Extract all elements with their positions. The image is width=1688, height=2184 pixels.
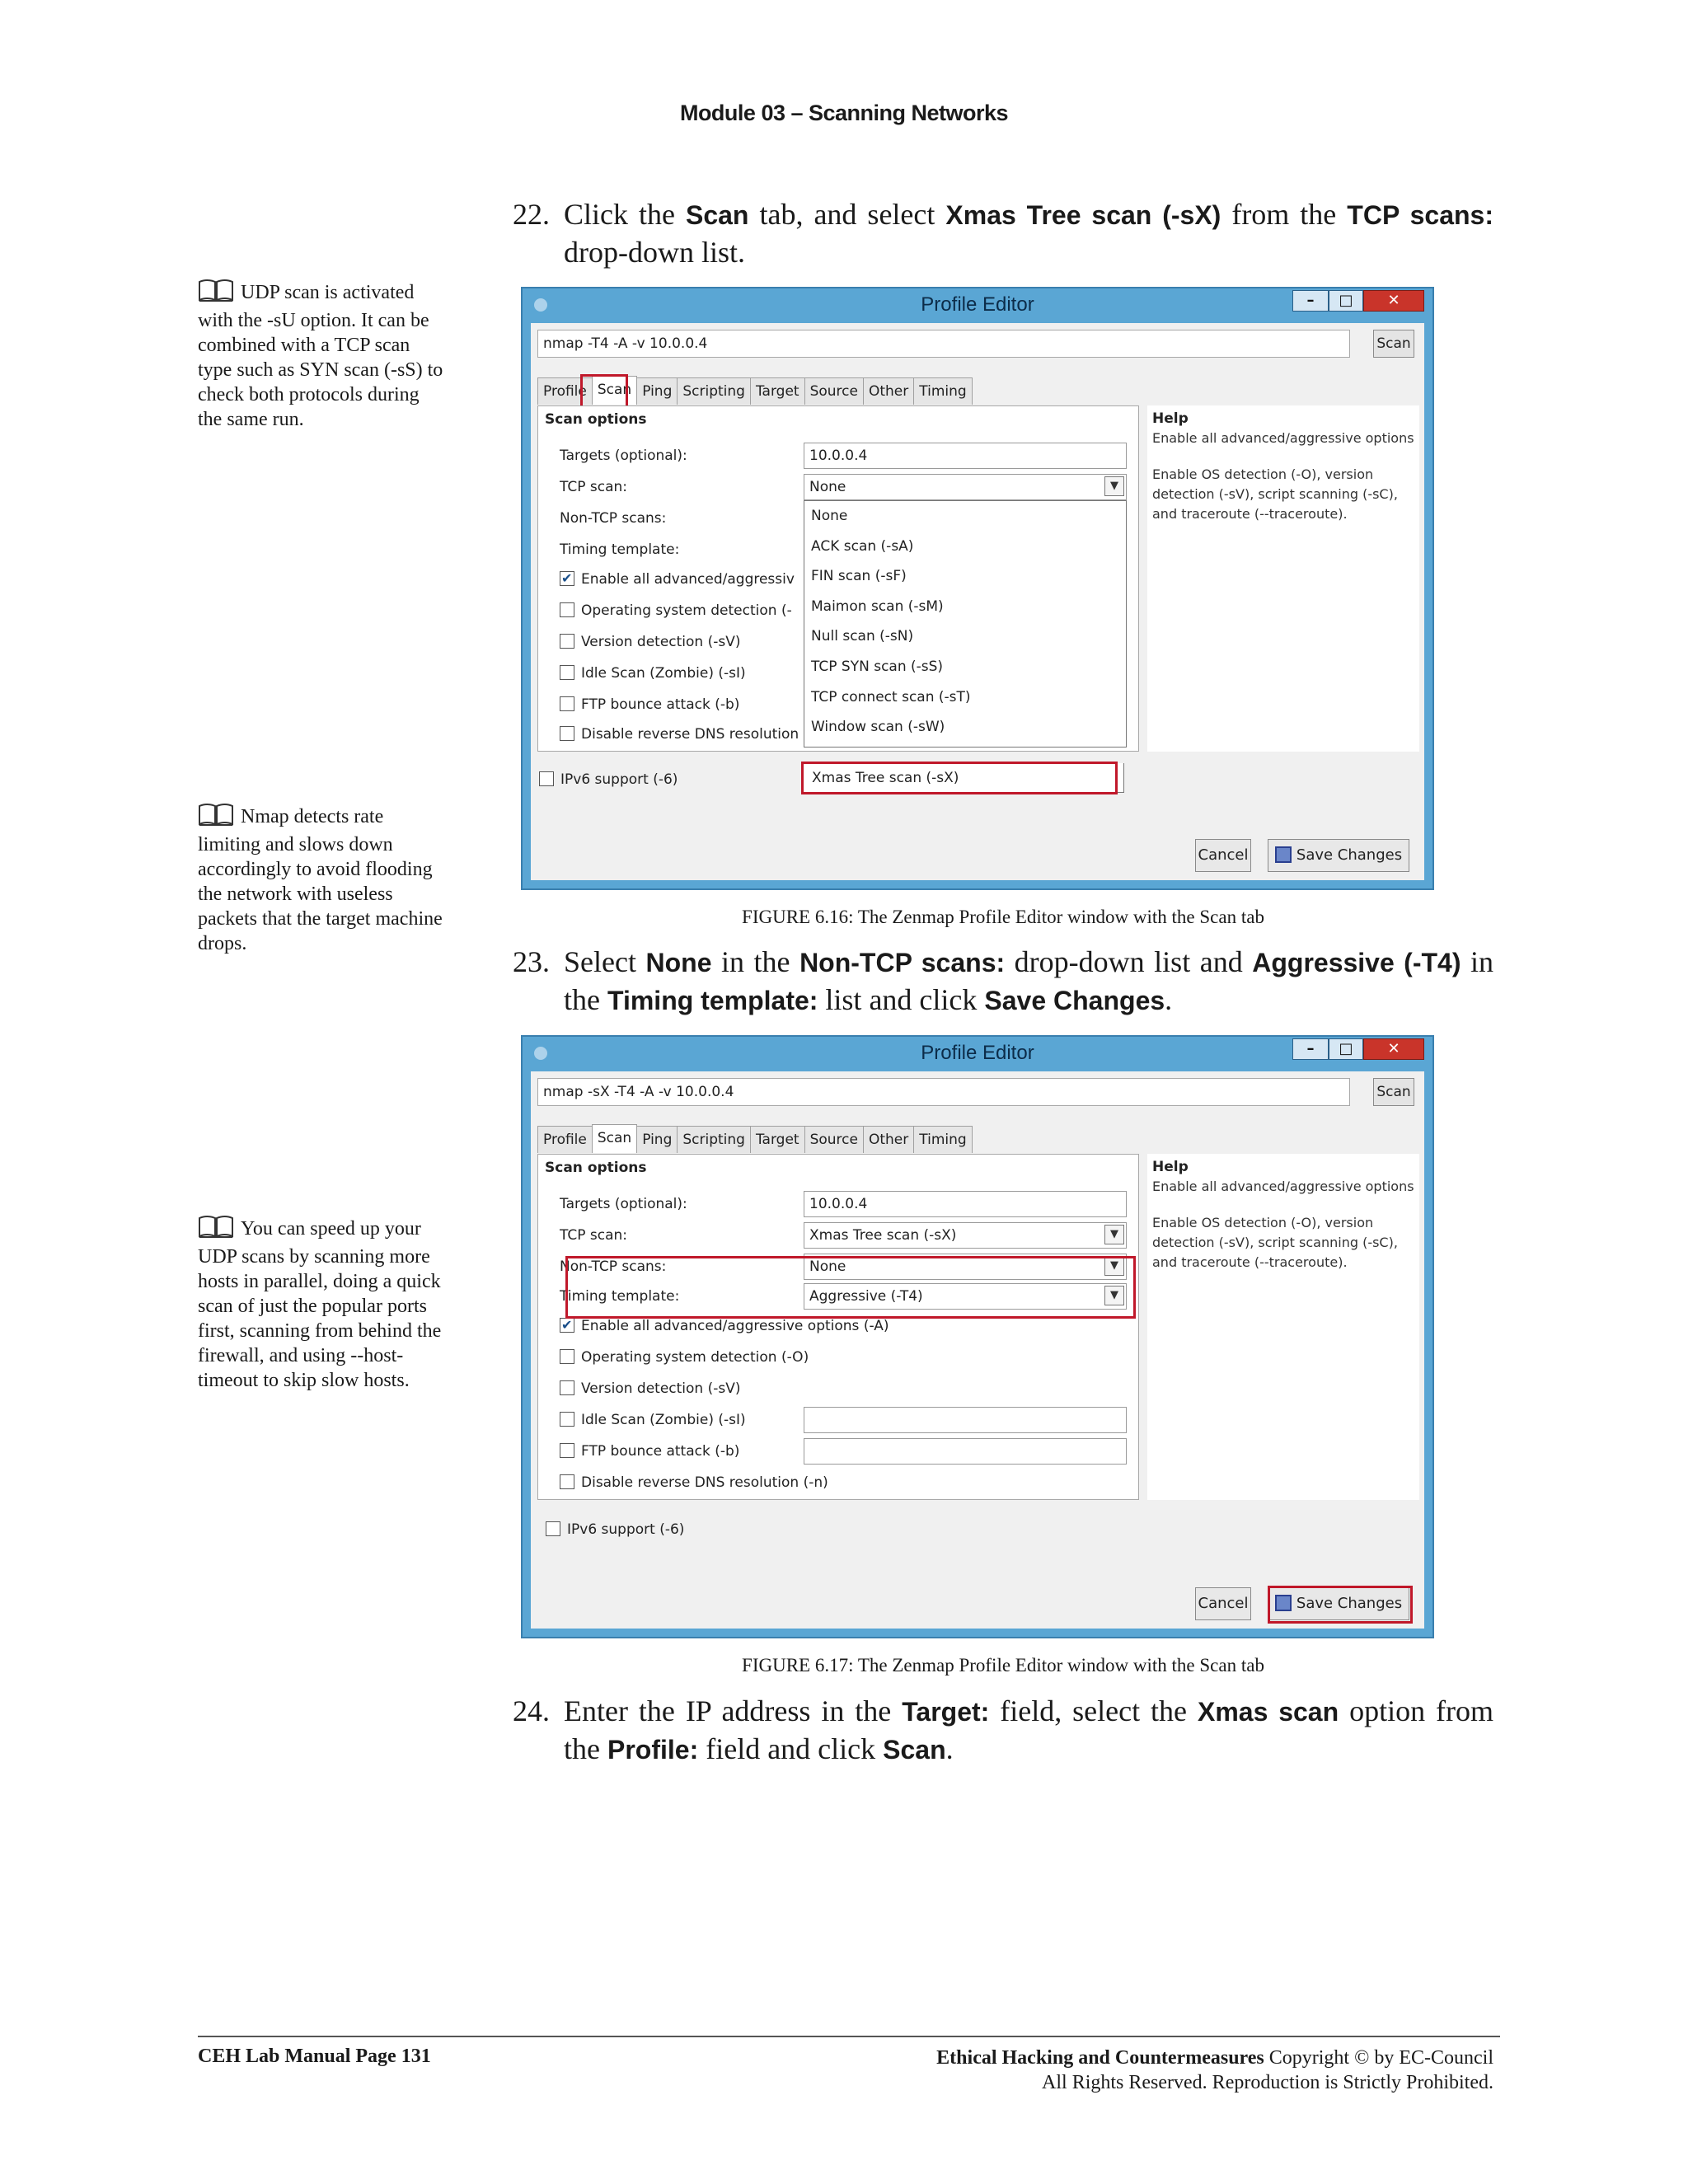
checkbox-aggressive[interactable]: ✔Enable all advanced/aggressive options (-A) [560, 1316, 889, 1336]
window-title: Profile Editor [921, 1042, 1034, 1064]
tab-target[interactable]: Target [750, 1126, 805, 1153]
checkbox-ipv6-visible[interactable]: IPv6 support (-6) [539, 771, 678, 788]
footer-divider [198, 2036, 1500, 2037]
tab-timing[interactable]: Timing [913, 1126, 972, 1153]
window-title: Profile Editor [921, 293, 1034, 316]
checkbox-ftp-bounce[interactable]: FTP bounce attack (-b) [560, 695, 739, 715]
tab-scan[interactable]: Scan [592, 376, 637, 405]
checkbox-version-detection[interactable]: Version detection (-sV) [560, 632, 741, 652]
non-tcp-select[interactable]: None ▼ [804, 1254, 1127, 1280]
help-panel: Help Enable all advanced/aggressive options Enable OS detection (-O), version detection (-sV), script scanning (-sC), and traceroute (--traceroute). [1147, 405, 1419, 752]
cancel-button[interactable]: Cancel [1195, 839, 1251, 872]
save-changes-button[interactable]: Save Changes [1268, 1587, 1409, 1620]
step-24: 24. Enter the IP address in the Target: field, select the Xmas scan option from the Profile: field and click Scan. [513, 1694, 1494, 1765]
tab-ping[interactable]: Ping [636, 377, 678, 405]
help-panel: Help Enable all advanced/aggressive options Enable OS detection (-O), version detection (-sV), script scanning (-sC), and traceroute (--traceroute). [1147, 1154, 1419, 1500]
tab-profile[interactable]: Profile [537, 1126, 593, 1153]
profile-editor-window-1 [521, 287, 1434, 890]
dropdown-option[interactable]: ACK scan (-sA) [811, 537, 914, 555]
chevron-down-icon[interactable]: ▼ [1104, 1225, 1124, 1244]
save-icon [1275, 1595, 1292, 1611]
tab-ping[interactable]: Ping [636, 1126, 678, 1153]
ftp-bounce-input[interactable] [804, 1438, 1127, 1465]
chevron-down-icon[interactable]: ▼ [1104, 1256, 1124, 1276]
targets-label: Targets (optional): [560, 1196, 687, 1212]
page-header: Module 03 – Scanning Networks [679, 101, 1009, 125]
minimize-button[interactable]: – [1292, 1038, 1329, 1060]
tab-other[interactable]: Other [863, 1126, 914, 1153]
book-icon [198, 279, 234, 308]
step-23: 23. Select None in the Non-TCP scans: drop-down list and Aggressive (-T4) in the Timing template: list and click Save Changes. [513, 945, 1494, 1016]
sidebar-note-2: Nmap detects rate limiting and slows down accordingly to avoid flooding the network with useless packets that the target machine drops. [198, 803, 445, 956]
footer-page: CEH Lab Manual Page 131 [198, 2046, 431, 2067]
targets-input[interactable]: 10.0.0.4 [804, 443, 1127, 469]
tab-scripting[interactable]: Scripting [677, 1126, 751, 1153]
maximize-button[interactable]: □ [1329, 290, 1363, 312]
save-icon [1275, 846, 1292, 863]
sidebar-note-1: UDP scan is activated with the -sU option. It can be combined with a TCP scan type such as SYN scan (-sS) to check both protocols during the same run. [198, 279, 445, 432]
checkbox-ipv6[interactable]: IPv6 support (-6) [546, 1521, 684, 1538]
minimize-button[interactable]: – [1292, 290, 1329, 312]
tcp-scan-dropdown-list [804, 500, 1127, 748]
dropdown-option[interactable]: Maimon scan (-sM) [811, 598, 944, 615]
checkbox-idle-scan[interactable]: Idle Scan (Zombie) (-sI) [560, 663, 746, 683]
checkbox-disable-dns[interactable]: Disable reverse DNS resolution (-n) [560, 1473, 828, 1493]
tab-source[interactable]: Source [804, 377, 864, 405]
scan-options-panel: Scan options Targets (optional): 10.0.0.4 TCP scan: Xmas Tree scan (-sX) ▼ Non-TCP scans: None ▼ Timing template: Aggressive (-T4) ▼ ✔Enable all advanced/aggressive options (-A) Operating system detection (-O) Version detection (-sV) Idle Scan (Zombie) (-sI) FTP bounce attack (-b) Disable reverse DNS resolution (-n) [537, 1154, 1139, 1500]
tab-timing[interactable]: Timing [913, 377, 972, 405]
chevron-down-icon[interactable]: ▼ [1104, 1286, 1124, 1305]
checkbox-version-detection[interactable]: Version detection (-sV) [560, 1379, 741, 1399]
checkbox-ftp-bounce[interactable]: FTP bounce attack (-b) [560, 1441, 739, 1461]
tcp-scan-select[interactable]: Xmas Tree scan (-sX) ▼ [804, 1222, 1127, 1249]
step-22: 22. Click the Scan tab, and select Xmas Tree scan (-sX) from the TCP scans: drop-down list. [513, 198, 1493, 269]
dropdown-option-xmas[interactable]: Xmas Tree scan (-sX) [803, 763, 1124, 793]
checkbox-checked-icon [560, 571, 574, 586]
dropdown-option[interactable]: None [811, 508, 848, 524]
checkbox-disable-dns[interactable]: Disable reverse DNS resolution [560, 724, 799, 744]
tab-profile[interactable]: Profile [537, 377, 593, 405]
timing-select[interactable]: Aggressive (-T4) ▼ [804, 1283, 1127, 1310]
book-icon [198, 1215, 234, 1244]
sidebar-note-3: You can speed up your UDP scans by scanning more hosts in parallel, doing a quick scan of just the popular ports first, scanning from behind the firewall, and using --host-timeout to skip slow hosts. [198, 1215, 445, 1393]
figure-caption-2: FIGURE 6.17: The Zenmap Profile Editor window with the Scan tab [742, 1655, 1264, 1675]
non-tcp-label: Non-TCP scans: [560, 1258, 667, 1275]
checkbox-os-detection[interactable]: Operating system detection (- [560, 601, 792, 621]
tcp-scan-label: TCP scan: [560, 479, 628, 495]
timing-label: Timing template: [560, 541, 680, 558]
dropdown-option[interactable]: TCP SYN scan (-sS) [811, 658, 944, 675]
non-tcp-label: Non-TCP scans: [560, 510, 667, 527]
close-button[interactable]: ✕ [1363, 1038, 1424, 1060]
tab-scripting[interactable]: Scripting [677, 377, 751, 405]
checkbox-os-detection[interactable]: Operating system detection (-O) [560, 1347, 809, 1367]
scan-button[interactable]: Scan [1373, 330, 1414, 358]
targets-label: Targets (optional): [560, 448, 687, 464]
dropdown-option[interactable]: TCP connect scan (-sT) [811, 688, 971, 705]
command-field[interactable]: nmap -T4 -A -v 10.0.0.4 [537, 330, 1350, 358]
profile-editor-window-2 [521, 1035, 1434, 1638]
tab-source[interactable]: Source [804, 1126, 864, 1153]
tab-target[interactable]: Target [750, 377, 805, 405]
idle-scan-input[interactable] [804, 1407, 1127, 1433]
cancel-button[interactable]: Cancel [1195, 1587, 1251, 1620]
scan-options-panel: Scan options Targets (optional): 10.0.0.4 TCP scan: None ▼ Non-TCP scans: Timing template: ✔Enable all advanced/aggressiv Operating system detection (- Version detection (-sV) Idle Scan (Zombie) (-sI) FTP bounce attack (-b) Disable reverse DNS resolution None ACK scan (-sA) FIN scan (-sF) Maimon scan (-sM) Null scan (-sN) TCP SYN scan (-sS) TCP connect scan (-sT) Window scan (-sW) [537, 405, 1139, 752]
checkbox-aggressive[interactable]: ✔Enable all advanced/aggressiv [560, 569, 795, 589]
dropdown-option[interactable]: Null scan (-sN) [811, 628, 914, 645]
footer-copyright: Ethical Hacking and Countermeasures Copyright © by EC-Council All Rights Reserved. Reproduction is Strictly Prohibited. [936, 2047, 1493, 2093]
book-icon [198, 803, 234, 832]
command-field[interactable]: nmap -sX -T4 -A -v 10.0.0.4 [537, 1078, 1350, 1106]
tab-bar [537, 377, 972, 405]
tab-scan[interactable]: Scan [592, 1124, 637, 1153]
figure-caption-1: FIGURE 6.16: The Zenmap Profile Editor window with the Scan tab [742, 907, 1264, 927]
checkbox-idle-scan[interactable]: Idle Scan (Zombie) (-sI) [560, 1410, 746, 1430]
targets-input[interactable]: 10.0.0.4 [804, 1191, 1127, 1217]
tcp-scan-select[interactable]: None ▼ [804, 474, 1127, 500]
timing-label: Timing template: [560, 1288, 680, 1305]
tcp-scan-label: TCP scan: [560, 1227, 628, 1244]
dropdown-option[interactable]: Window scan (-sW) [811, 719, 945, 736]
scan-button[interactable]: Scan [1373, 1078, 1414, 1106]
tab-bar [537, 1126, 972, 1154]
maximize-button[interactable]: □ [1329, 1038, 1363, 1060]
dropdown-option[interactable]: FIN scan (-sF) [811, 568, 907, 585]
checkbox-checked-icon [560, 1318, 574, 1333]
chevron-down-icon[interactable]: ▼ [1104, 476, 1124, 496]
close-button[interactable]: ✕ [1363, 290, 1424, 312]
save-changes-button[interactable]: Save Changes [1268, 839, 1409, 872]
tab-other[interactable]: Other [863, 377, 914, 405]
